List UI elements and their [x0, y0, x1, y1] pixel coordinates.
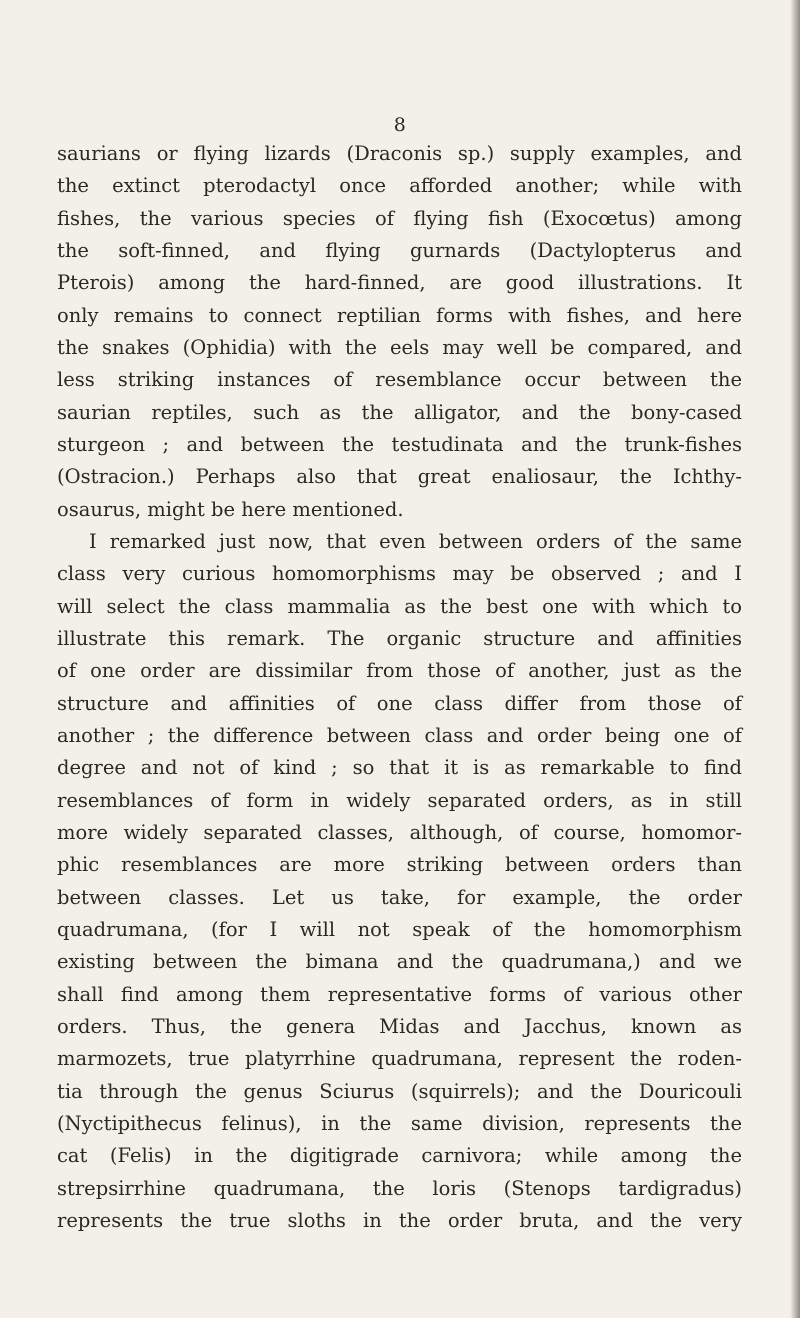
text-line: the snakes (Ophidia) with the eels may well be compared, and: [57, 335, 742, 359]
text-line: degree and not of kind ; so that it is as remarkable to find: [57, 756, 742, 780]
text-line: strepsirrhine quadrumana, the loris (Stenops tardigradus): [57, 1176, 742, 1200]
text-line: shall find among them representative forms of various other: [57, 982, 742, 1006]
text-line: will select the class mammalia as the best one with which to: [57, 594, 742, 618]
body-text: [57, 138, 742, 1237]
text-line: of one order are dissimilar from those of another, just as the: [57, 659, 742, 683]
paragraph-end-line: osaurus, might be here mentioned.: [57, 497, 404, 521]
text-line: quadrumana, (for I will not speak of the homomorphism: [57, 917, 742, 941]
text-line: saurian reptiles, such as the alligator, and the bony-cased: [57, 400, 742, 424]
page-number: 8: [393, 114, 407, 136]
text-line: class very curious homomorphisms may be observed ; and I: [57, 562, 742, 586]
text-line: structure and affinities of one class differ from those of: [57, 691, 742, 715]
text-line: existing between the bimana and the quadrumana,) and we: [57, 950, 742, 974]
text-line: marmozets, true platyrrhine quadrumana, represent the roden-: [57, 1047, 742, 1071]
text-line: the extinct pterodactyl once afforded another; while with: [57, 174, 742, 198]
text-line: tia through the genus Sciurus (squirrels); and the Douricouli: [57, 1079, 742, 1103]
text-line: saurians or flying lizards (Draconis sp.) supply examples, and: [57, 142, 742, 165]
text-line: less striking instances of resemblance occur between the: [57, 368, 742, 392]
text-line: orders. Thus, the genera Midas and Jacchus, known as: [57, 1014, 742, 1038]
text-line: more widely separated classes, although, of course, homomor-: [57, 820, 742, 844]
text-line: fishes, the various species of flying fish (Exocœtus) among: [57, 206, 742, 230]
text-line: represents the true sloths in the order bruta, and the very: [57, 1208, 742, 1232]
text-line: between classes. Let us take, for example, the order: [57, 885, 742, 909]
text-line: illustrate this remark. The organic structure and affinities: [57, 626, 742, 650]
text-line: another ; the difference between class and order being one of: [57, 723, 742, 747]
text-line: phic resemblances are more striking between orders than: [57, 853, 742, 877]
text-line: the soft-finned, and flying gurnards (Dactylopterus and: [57, 238, 742, 262]
text-line: resemblances of form in widely separated orders, as in still: [57, 788, 742, 812]
text-line: Pterois) among the hard-finned, are good illustrations. It: [57, 271, 742, 295]
text-line: (Ostracion.) Perhaps also that great enaliosaur, the Ichthy-: [57, 465, 742, 489]
text-line: only remains to connect reptilian forms with fishes, and here: [57, 303, 742, 327]
text-line: sturgeon ; and between the testudinata and the trunk-fishes: [57, 432, 742, 456]
text-line: (Nyctipithecus felinus), in the same division, represents the: [57, 1111, 742, 1135]
page-edge-shadow: [790, 0, 800, 1318]
paragraph-start-line: I remarked just now, that even between orders of the same: [89, 529, 742, 553]
text-line: cat (Felis) in the digitigrade carnivora; while among the: [57, 1144, 742, 1168]
